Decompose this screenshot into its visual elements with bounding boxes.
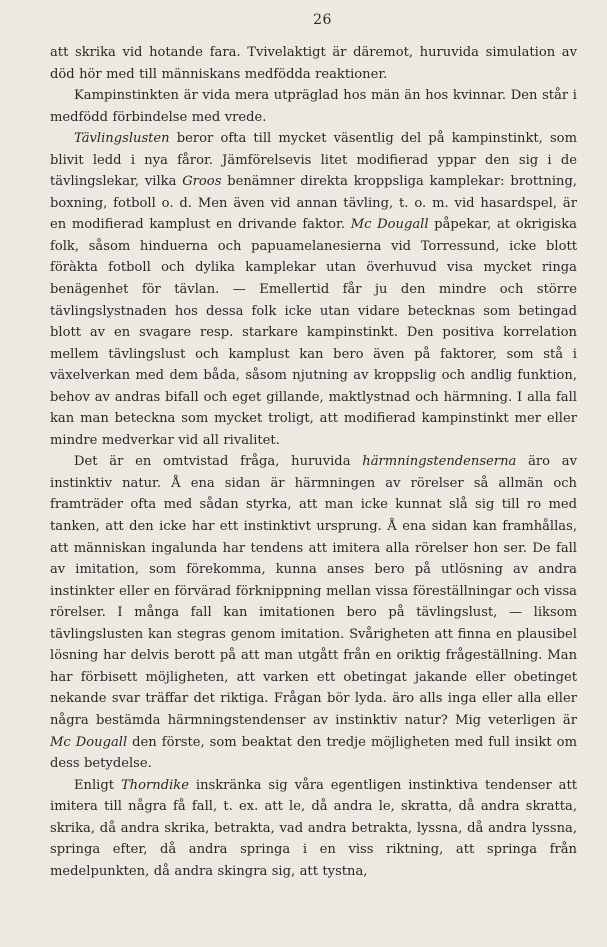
emphasized-term: Thorndike xyxy=(120,777,189,793)
emphasized-term: Tävlingslusten xyxy=(74,131,170,147)
paragraph-p5 xyxy=(50,775,577,883)
text-run: den förste, som beaktat den tredje möjligheten med full insikt om dess betydelse. xyxy=(50,734,577,772)
text-run: inskränka sig våra egentligen instinktiva tendenser att imitera till några få fall, t. ex. att le, då andra le, skratta, då andra skratta, skrika, då andra skrika, betrakta, vad andra betrakta, lyssna, då andra lyssna, springa efter, då andra springa i en viss riktning, att springa från medelpunkten, då andra skingra sig, att tystna, xyxy=(50,777,577,879)
text-run: beror ofta till mycket väsentlig del på kampinstinkt, som blivit ledd i nya fåror. Jämförelsevis litet modifierad yppar den sig i de tävlingslekar, vilka xyxy=(50,131,577,190)
text-run: äro av instinktiv natur. Å ena sidan är härmningen av rörelser så allmän och framträder ofta med sådan styrka, att man icke kunnat slå sig till ro med tanken, att den icke har ett instinktivt ursprung. Å ena sidan kan framhållas, att människan ingalunda har tendens att imitera alla rörelser hon ser. De fall av imitation, som förekomma, kunna anses bero på utlösning av andra instinkter eller en förvärad förknippning mellan vissa föreställningar och vissa rörelser. I många fall kan imitationen bero på tävlingslust, — liksom tävlingslusten kan stegras genom imitation. Svårigheten att finna en plausibel lösning har delvis berott på att man utgått från en oriktig frågeställning. Man har förbisett möjligheten, att varken ett obetingat jakande eller obetinget nekande svar träffar det riktiga. Frågan bör lyda. äro alls inga eller alla eller några bestämda härmningstendenser av instinktiv natur? Mig veterligen är xyxy=(50,454,577,728)
text-run: Enligt xyxy=(74,777,121,793)
paragraph-p4 xyxy=(50,451,577,774)
text-run: Det är en omtvistad fråga, huruvida xyxy=(74,454,363,470)
paragraph-p1 xyxy=(50,42,577,85)
emphasized-term: Groos xyxy=(182,174,222,190)
text-run: påpekar, at okrigiska folk, såsom hinduerna och papuamelanesierna vid Torressund, icke blott föràkta fotboll och dylika kamplekar utan överhuvud visa mycket ringa benägenhet för tävlan. — Emellertid får ju den mindre och större tävlingslystnaden hos dessa folk icke utan vidare betecknas som betingad blott av en svagare resp. starkare kampinstinkt. Den positiva korrelation mellem tävlingslust och kamplust kan bero även på faktorer, som stå i växelverkan med dem båda, såsom njutning av kroppslig och andlig funktion, behov av andras bifall och eget gillande, maktlystnad och härmning. I alla fall kan man beteckna som mycket troligt, att modifierad kampinstinkt mer eller mindre medverkar vid all rivalitet. xyxy=(50,217,577,448)
text-run: att skrika vid hotande fara. Tvivelaktigt är däremot, huruvida simulation av död hör med till människans medfödda reaktioner. xyxy=(50,45,577,82)
paragraph-p3 xyxy=(50,128,577,451)
paragraph-p2 xyxy=(50,85,577,128)
emphasized-term: Mc Dougall xyxy=(350,217,429,233)
text-run: benämner direkta kroppsliga kamplekar: brottning, boxning, fotboll o. d. Men även vid annan tävling, t. o. m. vid hasardspel, är en modifierad kamplust en drivande faktor. xyxy=(50,174,577,233)
emphasized-term: härmningstendenserna xyxy=(362,454,517,470)
emphasized-term: Mc Dougall xyxy=(50,734,128,750)
text-run: Kampinstinkten är vida mera utpräglad hos män än hos kvinnar. Den står i medfödd förbindelse med vrede. xyxy=(50,88,577,125)
page-number: 26 xyxy=(313,12,332,28)
body-text xyxy=(50,42,577,882)
